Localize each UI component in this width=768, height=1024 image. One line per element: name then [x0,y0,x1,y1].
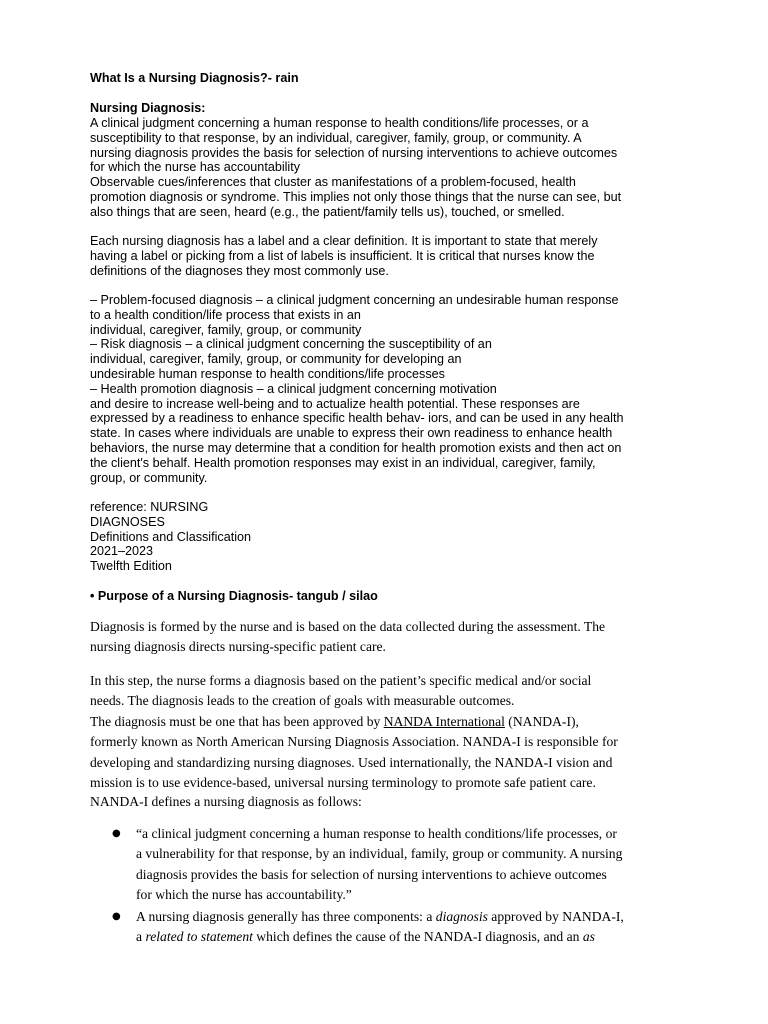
text-line: susceptibility to that response, by an individual, caregiver, family, group, or community. A [90,130,582,145]
text-line: Twelfth Edition [90,559,172,574]
section-heading-purpose: • Purpose of a Nursing Diagnosis- tangub / silao [90,589,378,603]
text-line: expressed by a readiness to enhance specific health behav- iors, and can be used in any health [90,411,624,426]
reference-block [90,500,690,574]
purpose-paragraph-4: NANDA-I defines a nursing diagnosis as follows: [90,794,362,809]
text-line: reference: NURSING [90,500,209,514]
text-line: nursing diagnosis provides the basis for selection of nursing interventions to achieve outcomes [90,145,618,160]
text-line: formerly known as North American Nursing Diagnosis Association. NANDA-I is responsible for [90,734,618,750]
text-line: – Health promotion diagnosis – a clinical judgment concerning motivation [90,381,497,396]
text-line [136,927,696,947]
text-line: developing and standardizing nursing diagnoses. Used internationally, the NANDA-I vision and [90,754,613,770]
text-line: – Problem-focused diagnosis – a clinical judgment concerning an undesirable human response [90,293,619,307]
text-line: In this step, the nurse forms a diagnosis based on the patient’s specific medical and/or social [90,673,592,688]
text-fragment: a [136,929,146,945]
purpose-paragraph-2 [90,671,690,712]
nanda-link[interactable]: NANDA International [383,714,505,729]
text-line: mission is to use evidence-based, universal nursing terminology to promote safe patient care. [90,775,596,791]
text-line: Definitions and Classification [90,529,252,544]
text-line: individual, caregiver, family, group, or community [90,322,362,337]
text-line [90,712,690,732]
text-line: Each nursing diagnosis has a label and a clear definition. It is important to state that merely [90,234,598,248]
text-line: undesirable human response to health conditions/life processes [90,366,445,381]
text-fragment: (NANDA-I), [504,714,579,729]
text-fragment: The diagnosis must be one that has been approved by [90,714,384,729]
bullet-item-2 [90,907,690,949]
definition-paragraph [90,116,690,220]
text-line: for which the nurse has accountability [90,160,301,175]
text-line: promotion diagnosis or syndrome. This implies not only those things that the nurse can see, but [90,189,622,204]
text-line: individual, caregiver, family, group, or community for developing an [90,352,462,367]
text-line [136,907,696,927]
label-definition-paragraph [90,234,690,278]
text-fragment: A nursing diagnosis generally has three components: a [136,909,436,924]
doc-title: What Is a Nursing Diagnosis?- rain [90,71,299,85]
section-heading-nursing-diagnosis: Nursing Diagnosis: [90,101,206,115]
text-line: DIAGNOSES [90,514,165,529]
text-line: nursing diagnosis directs nursing-specific patient care. [90,639,386,655]
text-line: a vulnerability for that response, by an individual, family, group or community. A nursing [136,846,623,862]
text-line: diagnosis provides the basis for selection of nursing interventions to achieve outcomes [136,866,607,882]
text-line: Observable cues/inferences that cluster as manifestations of a problem-focused, health [90,175,576,190]
purpose-paragraph-3 [90,712,690,794]
emphasis-as: as [582,929,595,945]
text-line: “a clinical judgment concerning a human response to health conditions/life processes, or [136,826,617,841]
text-line: group, or community. [90,470,208,485]
text-line: and desire to increase well-being and to actualize health potential. These responses are [90,396,580,411]
emphasis-diagnosis: diagnosis [435,909,488,924]
purpose-paragraph-1 [90,617,690,658]
text-line: the client's behalf. Health promotion responses may exist in an individual, caregiver, family, [90,455,596,470]
text-fragment: which defines the cause of the NANDA-I diagnosis, and an [252,929,583,945]
diagnosis-types-list [90,293,690,485]
text-line: needs. The diagnosis leads to the creation of goals with measurable outcomes. [90,693,515,709]
text-line: behaviors, the nurse may determine that a condition for health promotion exists and then act on [90,440,622,455]
bullet-item-1 [90,824,690,906]
text-line: 2021–2023 [90,544,154,559]
text-fragment: approved by NANDA-I, [487,909,624,924]
text-line: to a health condition/life process that exists in an [90,307,361,322]
text-line: for which the nurse has accountability.” [136,887,352,903]
text-line: – Risk diagnosis – a clinical judgment concerning the susceptibility of an [90,337,492,352]
bullet-icon: ● [112,828,121,839]
text-line: Diagnosis is formed by the nurse and is based on the data collected during the assessment. The [90,619,606,634]
text-line: definitions of the diagnoses they most commonly use. [90,263,389,278]
text-line: A clinical judgment concerning a human response to health conditions/life processes, or a [90,116,589,130]
text-line: also things that are seen, heard (e.g., the patient/family tells us), touched, or smelled. [90,204,565,219]
text-line: state. In cases where individuals are unable to express their own readiness to enhance health [90,426,613,441]
bullet-icon: ● [112,911,121,922]
emphasis-related-to: related to statement [145,929,253,945]
text-line: having a label or picking from a list of labels is insufficient. It is critical that nurses know the [90,248,595,263]
